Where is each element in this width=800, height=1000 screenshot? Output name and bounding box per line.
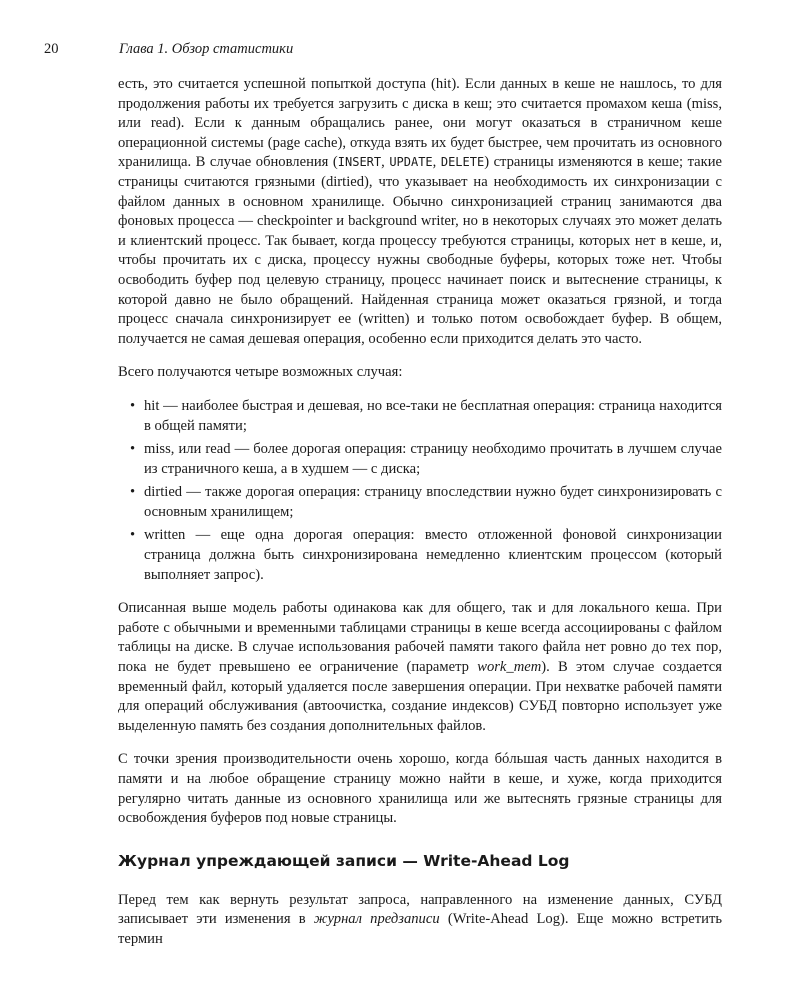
list-item-hit <box>118 397 722 436</box>
paragraph-cases-intro: Всего получаются четыре возможных случая: <box>118 364 403 381</box>
paragraph-performance: С точки зрения производительности очень хорошо, когда бóльшая часть данных находится в памяти и на любое обращение страницу можно найти в кеше, и хуже, когда приходится регулярно читать данные из основного хранилища или же вытеснять грязные страницы для освобождения буферов под новые страницы. <box>118 751 722 827</box>
bullet-icon: • <box>130 527 136 544</box>
list-item-text: written — еще одна дорогая операция: вместо отложенной фоновой синхронизации страница должна быть синхронизирована немедленно клиентским процессом (который выполняет запрос). <box>144 527 722 583</box>
list-item-miss <box>118 440 722 479</box>
paragraph-cache-access <box>118 75 722 349</box>
text-run: , <box>381 154 390 171</box>
section-heading: Журнал упреждающей записи — Write-Ahead Log <box>118 851 570 870</box>
list-item-dirtied <box>118 483 722 522</box>
cases-list <box>118 397 722 585</box>
text-run: ) страницы изменяются в кеше; такие страницы считаются грязными (dirtied), что указывает на необходимость их синхронизации с файлом данных в основном хранилище. Обычно синхронизацией страниц занимаются два фоновых процесса — checkpointer и background writer, но в некоторых случаях это может делать и клиентский процесс. Так бывает, когда процессу требуются страницы, которых нет в кеше, и, чтобы прочитать их с диска, процессу нужны свободные буферы, которых тоже нет. Чтобы освободить буфер под целевую страницу, процесс начинает поиск и вытеснение страницы, к которой давно не было обращений. Найденная страница может оказаться грязной, и тогда процесс сначала синхронизирует ее (written) и только потом освобождает буфер. В общем, получается не самая дешевая операция, особенно если приходится делать это часто. <box>118 154 723 347</box>
term-wal: журнал предзаписи <box>313 911 440 928</box>
text-run: Описанная выше модель работы одинакова как для общего, так и для локального кеша. При работе с обычными и временными таблицами страницы в кеше всегда ассоциированы с файлом таблицы на диске. В случае использования рабочей памяти такого файла нет ровно до тех пор, пока не будет превышено ее ограничение (параметр <box>118 600 722 676</box>
page-number: 20 <box>44 41 59 57</box>
chapter-title: Глава 1. Обзор статистики <box>119 41 294 57</box>
text-run: есть, это считается успешной попыткой доступа (hit). Если данных в кеше не нашлось, то для продолжения работы их требуется загрузить с диска в кеш; это считается промахом кеша (miss, или read). Если к данным обращались ранее, они могут оказаться в страничном кеше операционной системы (page cache), откуда взять их будет быстрее, чем прочитать из основного хранилища. В случае обновления ( <box>118 76 722 171</box>
code-insert: INSERT <box>337 155 382 170</box>
list-item-written <box>118 526 722 585</box>
param-work-mem: work_mem <box>477 659 542 676</box>
code-delete: DELETE <box>440 155 485 170</box>
bullet-icon: • <box>130 441 136 458</box>
list-item-text: miss, или read — более дорогая операция: страницу необходимо прочитать в лучшем случае из страничного кеша, а в худшем — с диска; <box>144 441 722 477</box>
text-run: (Write-Ahead Log). Еще можно встретить термин <box>118 911 723 947</box>
text-run: , <box>432 154 441 171</box>
list-item-text: dirtied — также дорогая операция: страницу впоследствии нужно будет синхронизировать с основным хранилищем; <box>144 484 722 520</box>
paragraph-local-cache <box>118 599 722 736</box>
text-run: Перед тем как вернуть результат запроса, направленного на изменение данных, СУБД записывает эти изменения в <box>118 891 722 928</box>
bullet-icon: • <box>130 397 136 414</box>
list-item-text: hit — наиболее быстрая и дешевая, но все-таки не бесплатная операция: страница находится в общей памяти; <box>144 397 722 434</box>
paragraph-wal <box>118 891 722 950</box>
code-update: UPDATE <box>389 155 433 170</box>
text-run: ). В этом случае создается временный файл, который удаляется после завершения операции. При нехватке рабочей памяти для операций обслуживания (автоочистка, создание индексов) СУБД повторно использует уже выделенную память без создания дополнительных файлов. <box>118 659 722 734</box>
bullet-icon: • <box>130 484 136 501</box>
body-text <box>118 75 722 964</box>
